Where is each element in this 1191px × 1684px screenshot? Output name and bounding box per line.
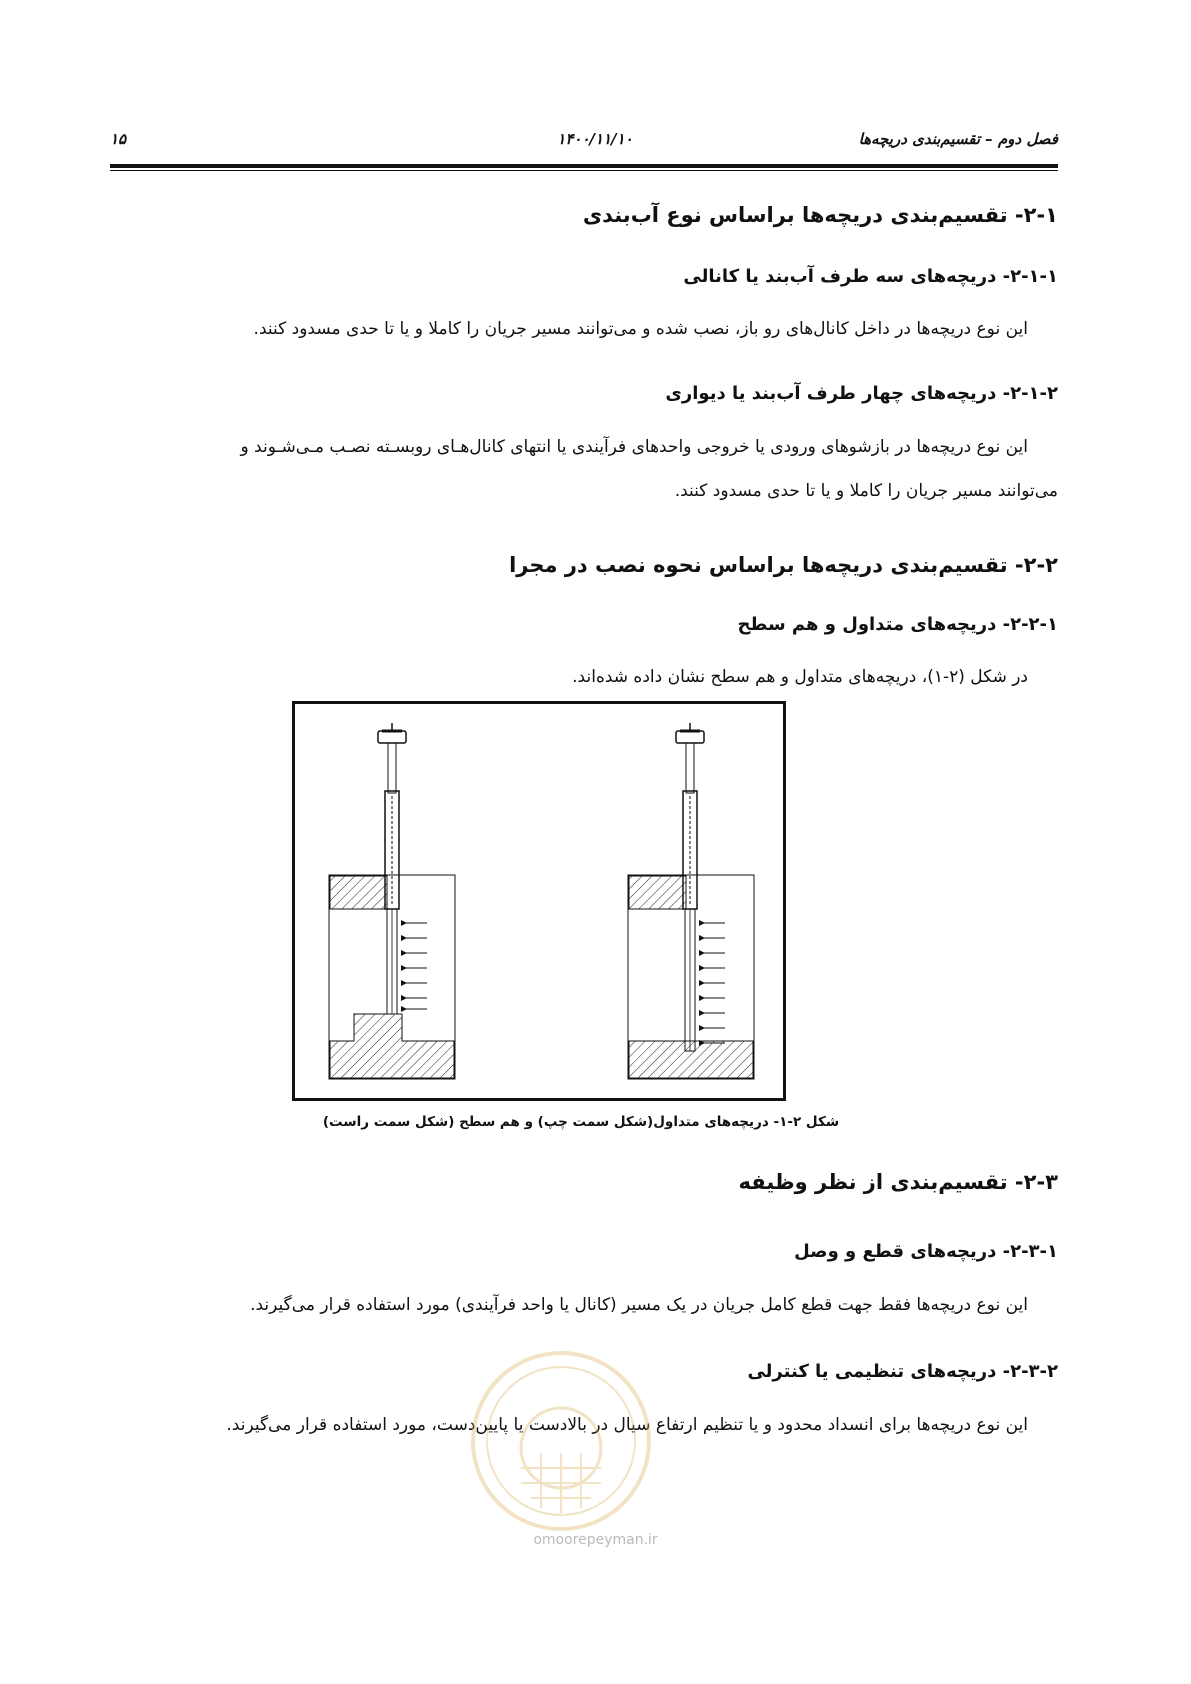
section-2-1-title: ۲-۱- تقسیم‌بندی دریچه‌ها براساس نوع آب‌بندی (582, 203, 1058, 227)
section-2-1-2-title: ۲-۱-۲- دریچه‌های چهار طرف آب‌بند یا دیواری (665, 383, 1058, 404)
figure-caption: شکل ۲-۱- دریچه‌های متداول(شکل سمت چپ) و هم سطح (شکل سمت راست) (322, 1114, 840, 1130)
section-2-2-title: ۲-۲- تقسیم‌بندی دریچه‌ها براساس نحوه نصب در مجرا (509, 553, 1058, 577)
page-number: ۱۵ (110, 130, 127, 148)
hoist-wheel (378, 731, 406, 743)
floor-hatch-flat (629, 1041, 753, 1078)
gate-figure (292, 701, 786, 1101)
section-2-1-1-title: ۲-۱-۱- دریچه‌های سه طرف آب‌بند یا کانالی (683, 266, 1058, 287)
section-2-2-1-title: ۲-۲-۱- دریچه‌های متداول و هم سطح (737, 614, 1058, 635)
upper-wall-hatch (330, 876, 387, 909)
running-header-chapter: فصل دوم – تقسیم‌بندی دریچه‌ها (858, 130, 1058, 148)
section-2-1-2-text-line2: می‌توانند مسیر جریان را کاملا و یا تا حدی مسدود کنند. (674, 481, 1058, 501)
header-rule-thick (110, 164, 1058, 168)
section-2-3-2-text: این نوع دریچه‌ها برای انسداد محدود و یا تنظیم ارتفاع سیال در بالادست یا پایین‌دست، مورد استفاده قرار می‌گیرند. (226, 1415, 1028, 1435)
watermark-logo (468, 1348, 654, 1534)
running-header-date: ۱۴۰۰/۱۱/۱۰ (557, 130, 633, 148)
section-2-3-2-title: ۲-۳-۲- دریچه‌های تنظیمی یا کنترلی (747, 1361, 1058, 1382)
section-2-3-title: ۲-۳- تقسیم‌بندی از نظر وظیفه (738, 1170, 1058, 1194)
section-2-2-1-text: در شکل (۲-۱)، دریچه‌های متداول و هم سطح نشان داده شده‌اند. (572, 667, 1028, 687)
section-2-1-1-text: این نوع دریچه‌ها در داخل کانال‌های رو باز، نصب شده و می‌توانند مسیر جریان را کاملا و یا تا حدی مسدود کنند. (253, 319, 1028, 339)
watermark-url: omoorepeyman.ir (533, 1532, 658, 1548)
section-2-3-1-text: این نوع دریچه‌ها فقط جهت قطع کامل جریان در یک مسیر (کانال یا واحد فرآیندی) مورد استفاده قرار می‌گیرند. (250, 1295, 1028, 1315)
upper-wall-hatch (629, 876, 686, 909)
header-rule-thin (110, 170, 1058, 171)
section-2-1-2-text-line1: این نوع دریچه‌ها در بازشوهای ورودی یا خروجی واحدهای فرآیندی یا انتهای کانال‌هـای روبسـته نصـب مـی‌شـوند و (240, 437, 1028, 457)
hoist-wheel (676, 731, 704, 743)
section-2-3-1-title: ۲-۳-۱- دریچه‌های قطع و وصل (794, 1241, 1058, 1262)
